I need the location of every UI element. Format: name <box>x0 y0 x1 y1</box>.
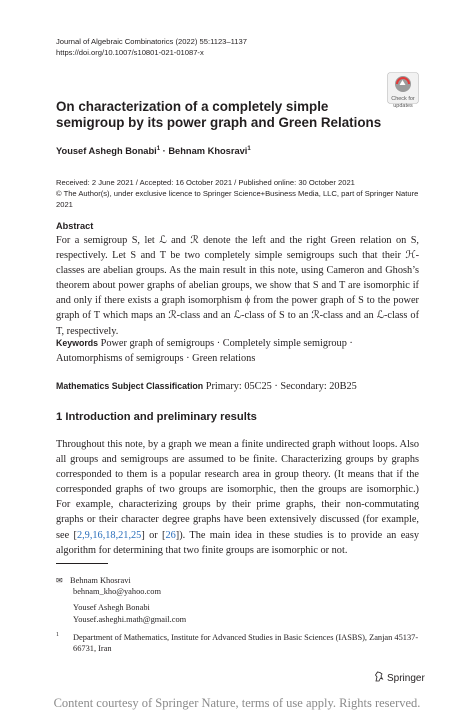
contact-block <box>56 575 186 625</box>
journal-citation: Journal of Algebraic Combinatorics (2022) 55:1123–1137 <box>56 37 247 46</box>
doi-link[interactable]: https://doi.org/10.1007/s10801-021-01087-x <box>56 48 204 57</box>
history-dates: Received: 2 June 2021 / Accepted: 16 October 2021 / Published online: 30 October 2021 <box>56 178 355 187</box>
keywords-label: Keywords <box>56 338 99 348</box>
affiliation <box>56 632 426 654</box>
author-list <box>56 146 251 156</box>
body-text: ]). The main idea in these studies is to provide an easy algorithm for determining that two finite groups are isomorphic or not. <box>56 529 419 556</box>
footnote-divider <box>56 563 108 564</box>
citation-link[interactable]: 26 <box>165 529 176 541</box>
msc-label: Mathematics Subject Classification <box>56 381 204 391</box>
keywords <box>56 336 419 366</box>
courtesy-footer: Content courtesy of Springer Nature, terms of use apply. Rights reserved. <box>0 696 474 719</box>
abstract-heading: Abstract <box>56 221 94 231</box>
contact-name: Behnam Khosravi <box>70 576 131 585</box>
publisher-logo <box>374 671 425 684</box>
body-text: ] or [ <box>141 529 166 541</box>
journal-header <box>56 36 247 58</box>
citation-link[interactable]: 2,9,16,18,21,25 <box>76 529 142 541</box>
author-separator: · <box>160 146 169 157</box>
mail-icon: ✉ <box>56 576 63 585</box>
contact-email[interactable]: Yousef.asheghi.math@gmail.com <box>73 614 187 624</box>
abstract-text: For a semigroup S, let ℒ and ℛ denote the left and the right Green relation on S, respectively. Let S and T be two completely simple semigroups such that their ℋ-classes are abelian groups. As the main result in this note, using Cameron and Ghosh’s theorem about power graphs of abelian groups, we show that S and T are isomorphic if and only if there exists a graph isomorphism ϕ from the power graph of S to the power graph of T which maps an ℛ-class and an ℒ-class of S to an ℛ-class and an ℒ-class of T, respectively. <box>56 235 419 337</box>
affiliation-marker: 1 <box>156 146 161 152</box>
section-body <box>56 437 419 558</box>
crossmark-label-line2: updates <box>393 102 413 109</box>
msc-text: Primary: 05C25 · Secondary: 20B25 <box>203 381 357 392</box>
copyright-line: © The Author(s), under exclusive licence to Springer Science+Business Media, LLC, part of Springer Nature 2021 <box>56 189 419 209</box>
section-heading: 1 Introduction and preliminary results <box>56 411 257 423</box>
msc-classification <box>56 379 419 394</box>
affiliation-marker: 1 <box>247 146 251 152</box>
publication-history <box>56 177 426 210</box>
author-name[interactable]: Behnam Khosravi <box>168 146 248 157</box>
crossmark-label <box>384 96 422 109</box>
affiliation-text: Department of Mathematics, Institute for Advanced Studies in Basic Sciences (IASBS), Zanjan 45137-66731, Iran <box>73 633 419 654</box>
contact-email[interactable]: behnam_kho@yahoo.com <box>73 587 161 597</box>
springer-horse-icon <box>374 671 384 682</box>
body-text: Throughout this note, by a graph we mean a finite undirected graph without loops. Also all groups and semigroups are assumed to be finite. Characterizing groups by graphs corresponded to them is a popular research area in group theory. (It means that if the corresponded graphs of two groups are isomorphic, then the groups are isomorphic.) For example, characterizing groups by their prime graphs, their non-commutating graphs or their character degree graphs have been extensively discussed (for example, see [ <box>56 439 419 541</box>
paper-title: On characterization of a completely simple semigroup by its power graph and Green Relations <box>56 99 382 130</box>
publisher-name: Springer <box>387 673 425 684</box>
author-name[interactable]: Yousef Ashegh Bonabi <box>56 146 157 157</box>
affiliation-number: 1 <box>56 632 59 638</box>
keywords-text: Power graph of semigroups · Completely simple semigroup · Automorphisms of semigroups · Green relations <box>56 338 353 365</box>
contact-name: Yousef Ashegh Bonabi <box>73 603 150 613</box>
crossmark-label-line1: Check for <box>391 96 415 102</box>
